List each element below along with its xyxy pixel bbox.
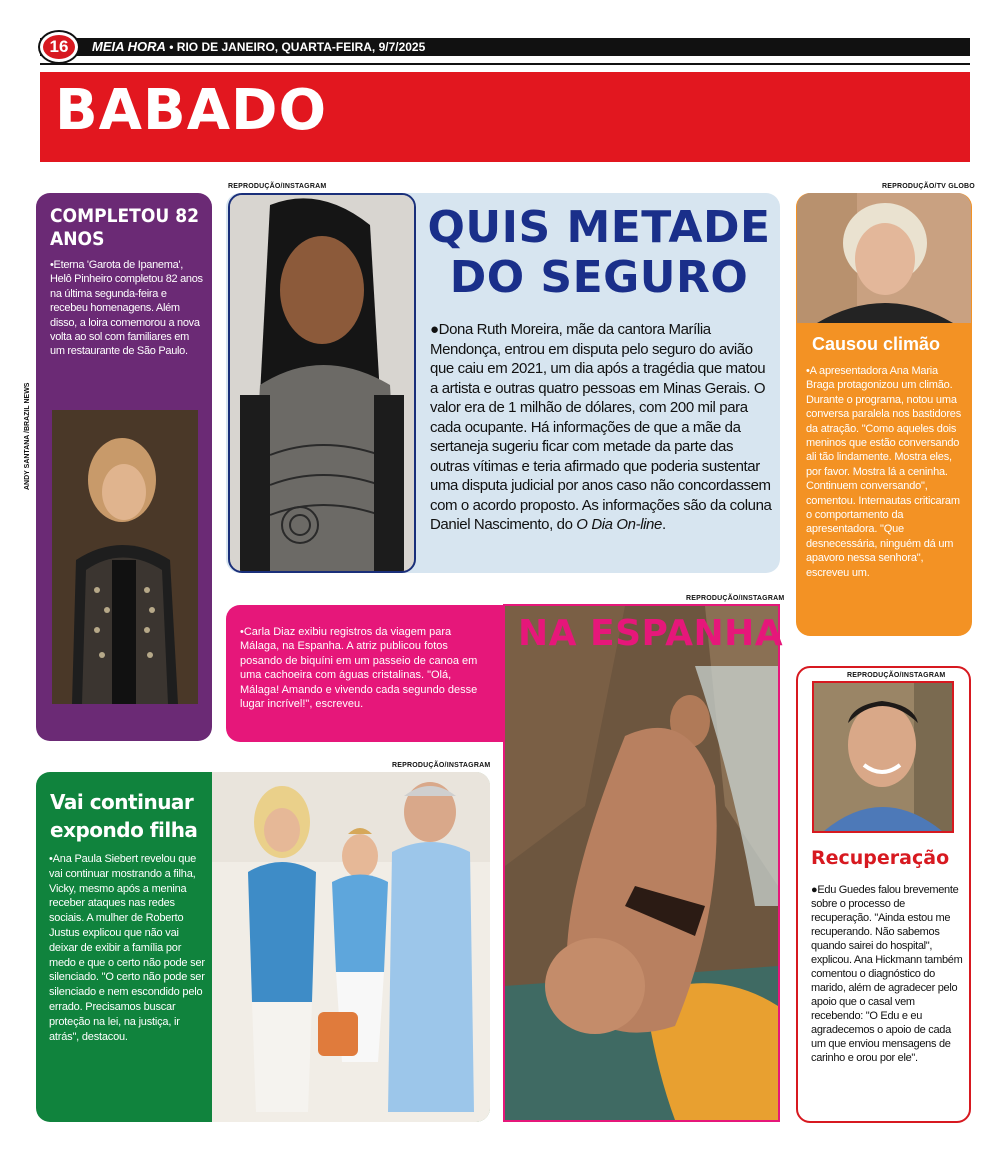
ruth-headline-line1: QUIS METADE (427, 202, 771, 253)
edu-photo (812, 681, 954, 833)
masthead (92, 39, 425, 55)
ana-paula-photo (212, 772, 490, 1122)
edu-headline: Recuperação (811, 847, 950, 869)
page-number: 16 (40, 32, 78, 62)
ruth-headline-line2: DO SEGURO (449, 252, 749, 303)
ruth-body (430, 320, 772, 535)
ruth-body-end: . (661, 516, 666, 533)
dateline: • RIO DE JANEIRO, QUARTA-FEIRA, 9/7/2025 (169, 40, 426, 54)
ana-paula-headline: Vai continuar expondo filha (50, 790, 198, 842)
carla-body: •Carla Diaz exibiu registros da viagem para Málaga, na Espanha. A atriz publicou fotos posando de biquíni em um passeio de canoa em uma cachoeira com águas cristalinas. "Olá, Málaga! Amando e vivendo cada segundo desse lugar incrível!", escreveu. (240, 626, 478, 711)
section-title: BABADO (55, 78, 328, 143)
header-rule (40, 63, 970, 65)
helo-photo-credit: ANDY SANTANA /BRAZIL NEWS (24, 382, 31, 490)
ruth-photo-credit: REPRODUÇÃO/INSTAGRAM (228, 183, 327, 190)
helo-headline: COMPLETOU 82 ANOS (50, 205, 199, 250)
ruth-headline (420, 203, 778, 303)
carla-photo (503, 604, 780, 1122)
ana-paula-body: •Ana Paula Siebert revelou que vai continuar mostrando a filha, Vicky, mesmo após a menina receber ataques nas redes sociais. A mulher de Roberto Justus explicou que não vai deixar de exibir a família por medo e que o certo não pode ser silenciado. "O certo não pode ser silenciado e nem escondido pelo errado. Precisamos buscar proteção na lei, na justiça, ir atrás", destacou. (49, 853, 205, 1043)
ruth-body-text: ●Dona Ruth Moreira, mãe da cantora Marília Mendonça, entrou em disputa pelo seguro do avião que caiu em 2021, um dia após a tragédia que matou a artista e outras quatro pessoas em Minas Gerais. O valor era de 1 milhão de dólares, com 200 mil para cada ocupante. Há informações de que a mãe da sertaneja sugeriu ficar com metade da parte das outras vítimas e teria afirmado que poderia sustentar uma disputa judicial por anos caso não concordassem com o acordo proposto. As informações são da coluna Daniel Nascimento, do (430, 321, 772, 533)
ana-maria-headline: Causou climão (812, 334, 941, 354)
helo-photo (52, 410, 198, 704)
brand-name: MEIA HORA (92, 39, 166, 54)
ana-maria-photo-credit: REPRODUÇÃO/TV GLOBO (882, 183, 975, 190)
helo-body: •Eterna 'Garota de Ipanema', Helô Pinheiro completou 82 anos na última segunda-feira e recebeu homenagens. Além disso, a loira comemorou a nova volta ao sol com familiares em um restaurante de São Paulo. (50, 259, 203, 358)
ana-maria-body: •A apresentadora Ana Maria Braga protagonizou um climão. Durante o programa, notou uma conversa paralela nos bastidores da atração. "Como aqueles dois meninos que estão conversando ali tão lindamente. Mostra eles, por favor. Mostra lá a ceninha. Continuem conversando", comentou. Internautas criticaram o comportamento da apresentadora. "Que desnecessária, ninguém dá um apavoro nessa senhora", escreveu um. (806, 365, 962, 579)
edu-body: ●Edu Guedes falou brevemente sobre o processo de recuperação. "Ainda estou me recuperando. Não sabemos quando sairei do hospital", explicou. Ana Hickmann também comentou o diagnóstico do marido, além de agradecer pelo apoio que o casal vem recebendo: "O Edu e eu agradecemos o apoio de cada um que enviou mensagens de carinho e orou por ele". (811, 884, 963, 1064)
edu-photo-credit: REPRODUÇÃO/INSTAGRAM (847, 672, 946, 679)
carla-photo-credit: REPRODUÇÃO/INSTAGRAM (686, 595, 785, 602)
carla-headline: NA ESPANHA (518, 613, 784, 654)
ruth-photo (228, 193, 416, 573)
ana-maria-photo (797, 193, 971, 323)
ana-paula-photo-credit: REPRODUÇÃO/INSTAGRAM (392, 762, 491, 769)
ruth-body-source: O Dia On-line (576, 516, 662, 533)
